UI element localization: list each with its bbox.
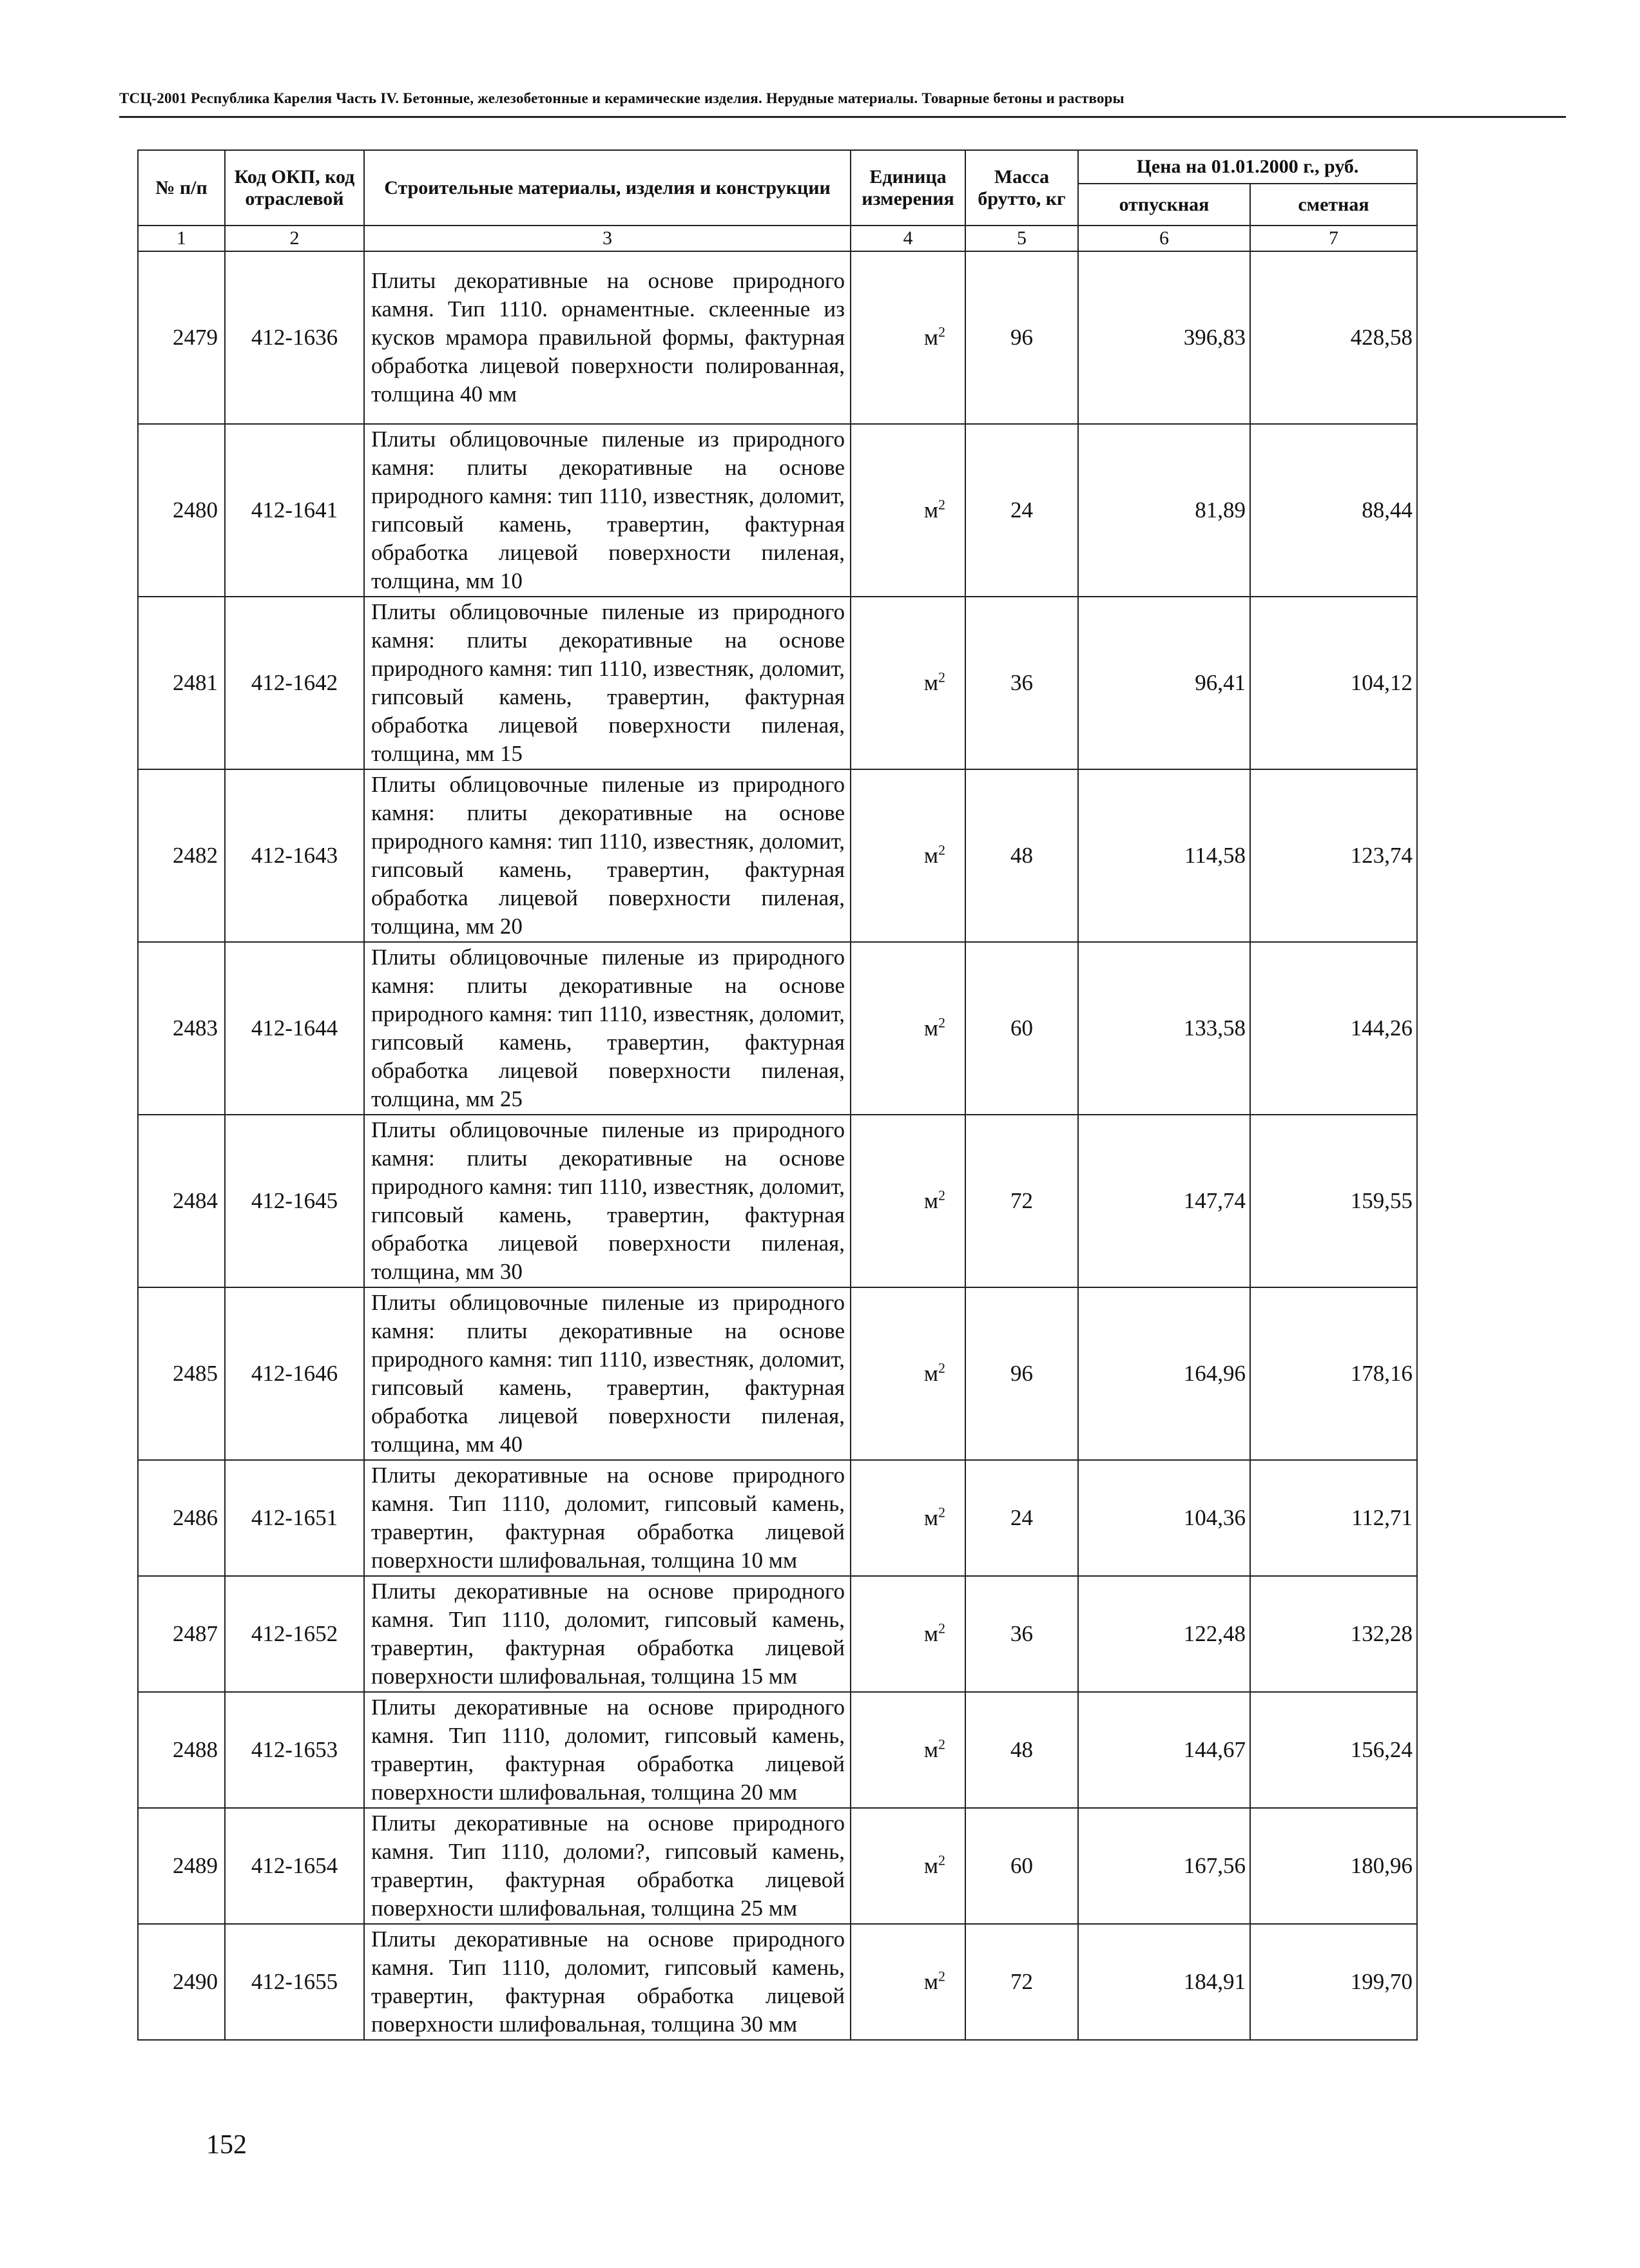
unit-power: 2 bbox=[938, 323, 945, 340]
row-price-estimate: 132,28 bbox=[1250, 1576, 1417, 1692]
row-price-wholesale: 396,83 bbox=[1078, 251, 1250, 424]
column-number: 3 bbox=[364, 226, 851, 251]
table-row bbox=[138, 1924, 1417, 2040]
row-code: 412-1636 bbox=[225, 251, 364, 424]
row-mass: 60 bbox=[965, 1808, 1078, 1924]
document-header: ТСЦ-2001 Республика Карелия Часть IV. Бетонные, железобетонные и керамические изделия. Нерудные материалы. Товарные бетоны и растворы bbox=[119, 90, 1124, 106]
row-mass: 36 bbox=[965, 1576, 1078, 1692]
unit-power: 2 bbox=[938, 1736, 945, 1753]
row-code: 412-1642 bbox=[225, 597, 364, 769]
row-price-estimate: 199,70 bbox=[1250, 1924, 1417, 2040]
unit-base: м bbox=[923, 1361, 938, 1386]
row-code: 412-1643 bbox=[225, 769, 364, 942]
row-unit bbox=[851, 1460, 965, 1576]
row-number: 2487 bbox=[138, 1576, 225, 1692]
table-row bbox=[138, 1287, 1417, 1460]
table-row bbox=[138, 1808, 1417, 1924]
row-code: 412-1654 bbox=[225, 1808, 364, 1924]
column-number: 5 bbox=[965, 226, 1078, 251]
row-number: 2489 bbox=[138, 1808, 225, 1924]
header-description: Строительные материалы, изделия и конструкции bbox=[364, 150, 851, 226]
unit-base: м bbox=[923, 497, 938, 523]
unit-base: м bbox=[923, 1621, 938, 1646]
row-description: Плиты декоративные на основе природного камня. Тип 1110. орнаментные. склеенные из кусков мрамора правильной формы, фактурная обработка лицевой поверхности полированная, толщина 40 мм bbox=[364, 251, 851, 424]
unit-power: 2 bbox=[938, 1187, 945, 1204]
row-price-wholesale: 164,96 bbox=[1078, 1287, 1250, 1460]
row-mass: 36 bbox=[965, 597, 1078, 769]
row-mass: 72 bbox=[965, 1924, 1078, 2040]
row-description: Плиты декоративные на основе природного камня. Тип 1110, доломит, гипсовый камень, травертин, фактурная обработка лицевой поверхности шлифовальная, толщина 20 мм bbox=[364, 1692, 851, 1808]
row-price-wholesale: 167,56 bbox=[1078, 1808, 1250, 1924]
row-unit bbox=[851, 942, 965, 1115]
row-mass: 24 bbox=[965, 1460, 1078, 1576]
unit-base: м bbox=[923, 1737, 938, 1762]
table-row bbox=[138, 597, 1417, 769]
row-price-wholesale: 184,91 bbox=[1078, 1924, 1250, 2040]
row-number: 2486 bbox=[138, 1460, 225, 1576]
row-price-wholesale: 122,48 bbox=[1078, 1576, 1250, 1692]
table-row bbox=[138, 251, 1417, 424]
row-number: 2485 bbox=[138, 1287, 225, 1460]
row-code: 412-1646 bbox=[225, 1287, 364, 1460]
header-price-group: Цена на 01.01.2000 г., руб. bbox=[1078, 150, 1417, 184]
table-row bbox=[138, 769, 1417, 942]
column-number-row bbox=[138, 226, 1417, 251]
row-unit bbox=[851, 251, 965, 424]
row-mass: 48 bbox=[965, 769, 1078, 942]
table-row bbox=[138, 1692, 1417, 1808]
column-number: 4 bbox=[851, 226, 965, 251]
column-number: 2 bbox=[225, 226, 364, 251]
row-number: 2484 bbox=[138, 1115, 225, 1287]
header-no: № п/п bbox=[138, 150, 225, 226]
row-unit bbox=[851, 1692, 965, 1808]
row-price-estimate: 104,12 bbox=[1250, 597, 1417, 769]
unit-power: 2 bbox=[938, 496, 945, 513]
row-code: 412-1651 bbox=[225, 1460, 364, 1576]
table-row bbox=[138, 1576, 1417, 1692]
header-code: Код ОКП, код отраслевой bbox=[225, 150, 364, 226]
row-description: Плиты облицовочные пиленые из природного камня: плиты декоративные на основе природного камня: тип 1110, известняк, доломит, гипсовый камень, травертин, фактурная обработка лицевой поверхности пиленая, толщина, мм 15 bbox=[364, 597, 851, 769]
unit-power: 2 bbox=[938, 669, 945, 686]
row-description: Плиты облицовочные пиленые из природного камня: плиты декоративные на основе природного камня: тип 1110, известняк, доломит, гипсовый камень, травертин, фактурная обработка лицевой поверхности пиленая, толщина, мм 30 bbox=[364, 1115, 851, 1287]
row-number: 2490 bbox=[138, 1924, 225, 2040]
row-number: 2479 bbox=[138, 251, 225, 424]
row-mass: 96 bbox=[965, 251, 1078, 424]
row-number: 2488 bbox=[138, 1692, 225, 1808]
row-price-wholesale: 96,41 bbox=[1078, 597, 1250, 769]
row-price-estimate: 178,16 bbox=[1250, 1287, 1417, 1460]
unit-power: 2 bbox=[938, 1968, 945, 1984]
header-price-estimate: сметная bbox=[1250, 184, 1417, 226]
row-price-estimate: 144,26 bbox=[1250, 942, 1417, 1115]
row-description: Плиты облицовочные пиленые из природного камня: плиты декоративные на основе природного камня: тип 1110, известняк, доломит, гипсовый камень, травертин, фактурная обработка лицевой поверхности пиленая, толщина, мм 10 bbox=[364, 424, 851, 597]
unit-base: м bbox=[923, 670, 938, 695]
row-price-estimate: 428,58 bbox=[1250, 251, 1417, 424]
row-unit bbox=[851, 769, 965, 942]
row-code: 412-1655 bbox=[225, 1924, 364, 2040]
unit-base: м bbox=[923, 1015, 938, 1041]
price-table bbox=[137, 149, 1418, 2041]
header-unit: Единица измерения bbox=[851, 150, 965, 226]
row-price-wholesale: 147,74 bbox=[1078, 1115, 1250, 1287]
row-price-wholesale: 133,58 bbox=[1078, 942, 1250, 1115]
row-price-estimate: 112,71 bbox=[1250, 1460, 1417, 1576]
row-description: Плиты декоративные на основе природного камня. Тип 1110, доломит, гипсовый камень, травертин, фактурная обработка лицевой поверхности шлифовальная, толщина 30 мм bbox=[364, 1924, 851, 2040]
unit-power: 2 bbox=[938, 1360, 945, 1376]
table-row bbox=[138, 1115, 1417, 1287]
row-mass: 48 bbox=[965, 1692, 1078, 1808]
unit-base: м bbox=[923, 1505, 938, 1530]
unit-base: м bbox=[923, 1969, 938, 1994]
row-unit bbox=[851, 424, 965, 597]
column-number: 1 bbox=[138, 226, 225, 251]
column-number: 7 bbox=[1250, 226, 1417, 251]
unit-power: 2 bbox=[938, 1852, 945, 1869]
header-price-wholesale: отпускная bbox=[1078, 184, 1250, 226]
row-mass: 72 bbox=[965, 1115, 1078, 1287]
unit-base: м bbox=[923, 1853, 938, 1878]
row-price-estimate: 180,96 bbox=[1250, 1808, 1417, 1924]
row-number: 2482 bbox=[138, 769, 225, 942]
row-price-estimate: 88,44 bbox=[1250, 424, 1417, 597]
row-price-wholesale: 81,89 bbox=[1078, 424, 1250, 597]
row-description: Плиты декоративные на основе природного камня. Тип 1110, доломи?, гипсовый камень, травертин, фактурная обработка лицевой поверхности шлифовальная, толщина 25 мм bbox=[364, 1808, 851, 1924]
row-code: 412-1644 bbox=[225, 942, 364, 1115]
table-row bbox=[138, 424, 1417, 597]
row-mass: 60 bbox=[965, 942, 1078, 1115]
row-unit bbox=[851, 1924, 965, 2040]
row-unit bbox=[851, 1808, 965, 1924]
row-unit bbox=[851, 1576, 965, 1692]
row-description: Плиты декоративные на основе природного камня. Тип 1110, доломит, гипсовый камень, травертин, фактурная обработка лицевой поверхности шлифовальная, толщина 10 мм bbox=[364, 1460, 851, 1576]
row-unit bbox=[851, 1287, 965, 1460]
row-price-wholesale: 144,67 bbox=[1078, 1692, 1250, 1808]
row-unit bbox=[851, 597, 965, 769]
row-price-estimate: 156,24 bbox=[1250, 1692, 1417, 1808]
row-code: 412-1652 bbox=[225, 1576, 364, 1692]
page-number: 152 bbox=[206, 2130, 247, 2160]
row-number: 2480 bbox=[138, 424, 225, 597]
row-price-estimate: 123,74 bbox=[1250, 769, 1417, 942]
unit-base: м bbox=[923, 325, 938, 350]
header-mass: Масса брутто, кг bbox=[965, 150, 1078, 226]
row-description: Плиты облицовочные пиленые из природного камня: плиты декоративные на основе природного камня: тип 1110, известняк, доломит, гипсовый камень, травертин, фактурная обработка лицевой поверхности пиленая, толщина, мм 40 bbox=[364, 1287, 851, 1460]
column-number: 6 bbox=[1078, 226, 1250, 251]
row-price-estimate: 159,55 bbox=[1250, 1115, 1417, 1287]
row-number: 2481 bbox=[138, 597, 225, 769]
unit-base: м bbox=[923, 843, 938, 868]
row-price-wholesale: 114,58 bbox=[1078, 769, 1250, 942]
unit-power: 2 bbox=[938, 1504, 945, 1521]
row-price-wholesale: 104,36 bbox=[1078, 1460, 1250, 1576]
row-code: 412-1653 bbox=[225, 1692, 364, 1808]
row-description: Плиты облицовочные пиленые из природного камня: плиты декоративные на основе природного камня: тип 1110, известняк, доломит, гипсовый камень, травертин, фактурная обработка лицевой поверхности пиленая, толщина, мм 20 bbox=[364, 769, 851, 942]
unit-base: м bbox=[923, 1188, 938, 1213]
row-description: Плиты декоративные на основе природного камня. Тип 1110, доломит, гипсовый камень, травертин, фактурная обработка лицевой поверхности шлифовальная, толщина 15 мм bbox=[364, 1576, 851, 1692]
row-mass: 96 bbox=[965, 1287, 1078, 1460]
row-description: Плиты облицовочные пиленые из природного камня: плиты декоративные на основе природного камня: тип 1110, известняк, доломит, гипсовый камень, травертин, фактурная обработка лицевой поверхности пиленая, толщина, мм 25 bbox=[364, 942, 851, 1115]
table-row bbox=[138, 942, 1417, 1115]
row-unit bbox=[851, 1115, 965, 1287]
row-mass: 24 bbox=[965, 424, 1078, 597]
header-rule bbox=[119, 116, 1566, 118]
row-code: 412-1641 bbox=[225, 424, 364, 597]
row-code: 412-1645 bbox=[225, 1115, 364, 1287]
unit-power: 2 bbox=[938, 841, 945, 858]
row-number: 2483 bbox=[138, 942, 225, 1115]
unit-power: 2 bbox=[938, 1620, 945, 1637]
table-row bbox=[138, 1460, 1417, 1576]
unit-power: 2 bbox=[938, 1014, 945, 1031]
